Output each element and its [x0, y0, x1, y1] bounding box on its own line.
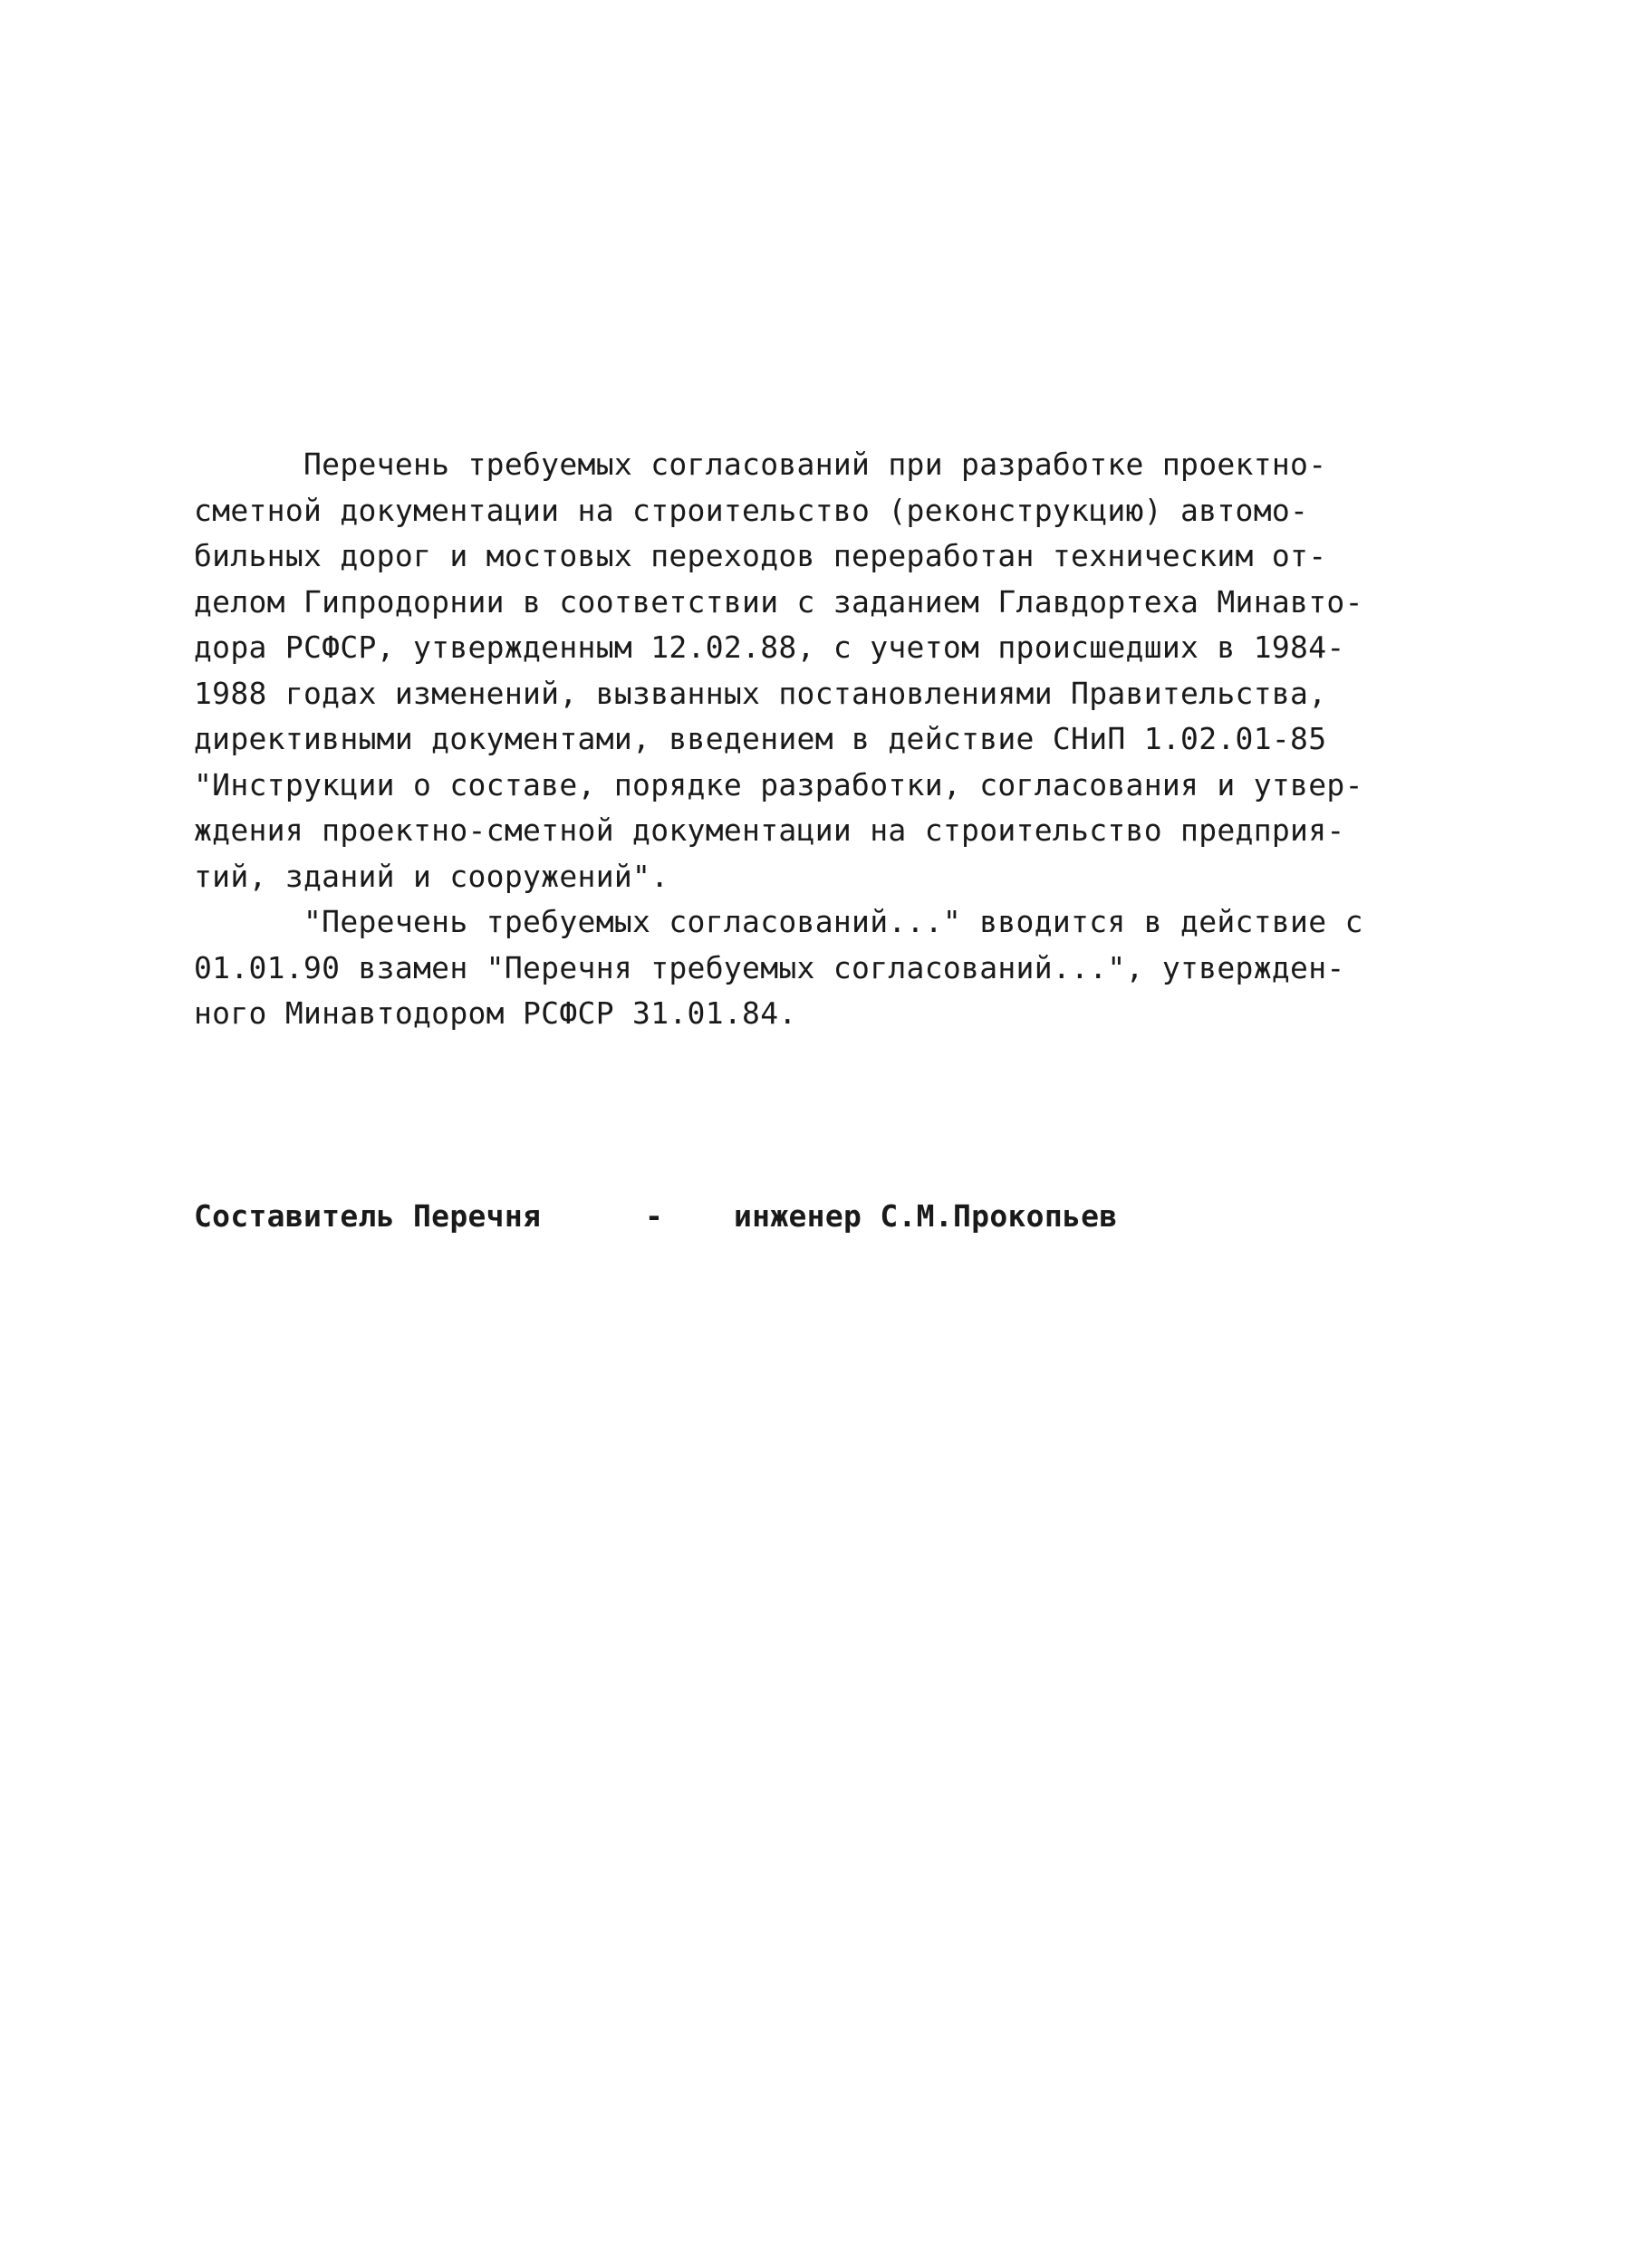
signature-label: Составитель Перечня [194, 1198, 542, 1234]
signature-name: инженер С.М.Прокопьев [734, 1198, 1118, 1234]
text-line: тий, зданий и сооружений". [194, 858, 669, 894]
signature-block [194, 1194, 1281, 1239]
text-line: бильных дорог и мостовых переходов переработан техническим от- [194, 538, 1327, 573]
text-line: ного Минавтодором РСФСР 31.01.84. [194, 995, 797, 1031]
text-line: директивными документами, введением в действие СНиП 1.02.01-85 [194, 721, 1327, 756]
text-line: 1988 годах изменений, вызванных постановлениями Правительства, [194, 675, 1327, 711]
text-line: сметной документации на строительство (реконструкцию) автомо- [194, 492, 1309, 528]
text-line: делом Гипродорнии в соответствии с заданием Главдортеха Минавто- [194, 583, 1363, 620]
text-line: "Инструкции о составе, порядке разработки, согласования и утвер- [194, 766, 1363, 802]
text-line: дора РСФСР, утвержденным 12.02.88, с учетом происшедших в 1984- [194, 629, 1345, 665]
text-line: "Перечень требуемых согласований..." вводится в действие с [194, 904, 1363, 939]
text-line: 01.01.90 взамен "Перечня требуемых согласований...", утвержден- [194, 949, 1345, 985]
text-line: ждения проектно-сметной документации на строительство предприя- [194, 812, 1345, 848]
document-body [194, 442, 1372, 1037]
text-line: Перечень требуемых согласований при разработке проектно- [194, 447, 1327, 482]
signature-dash: - [645, 1198, 664, 1234]
